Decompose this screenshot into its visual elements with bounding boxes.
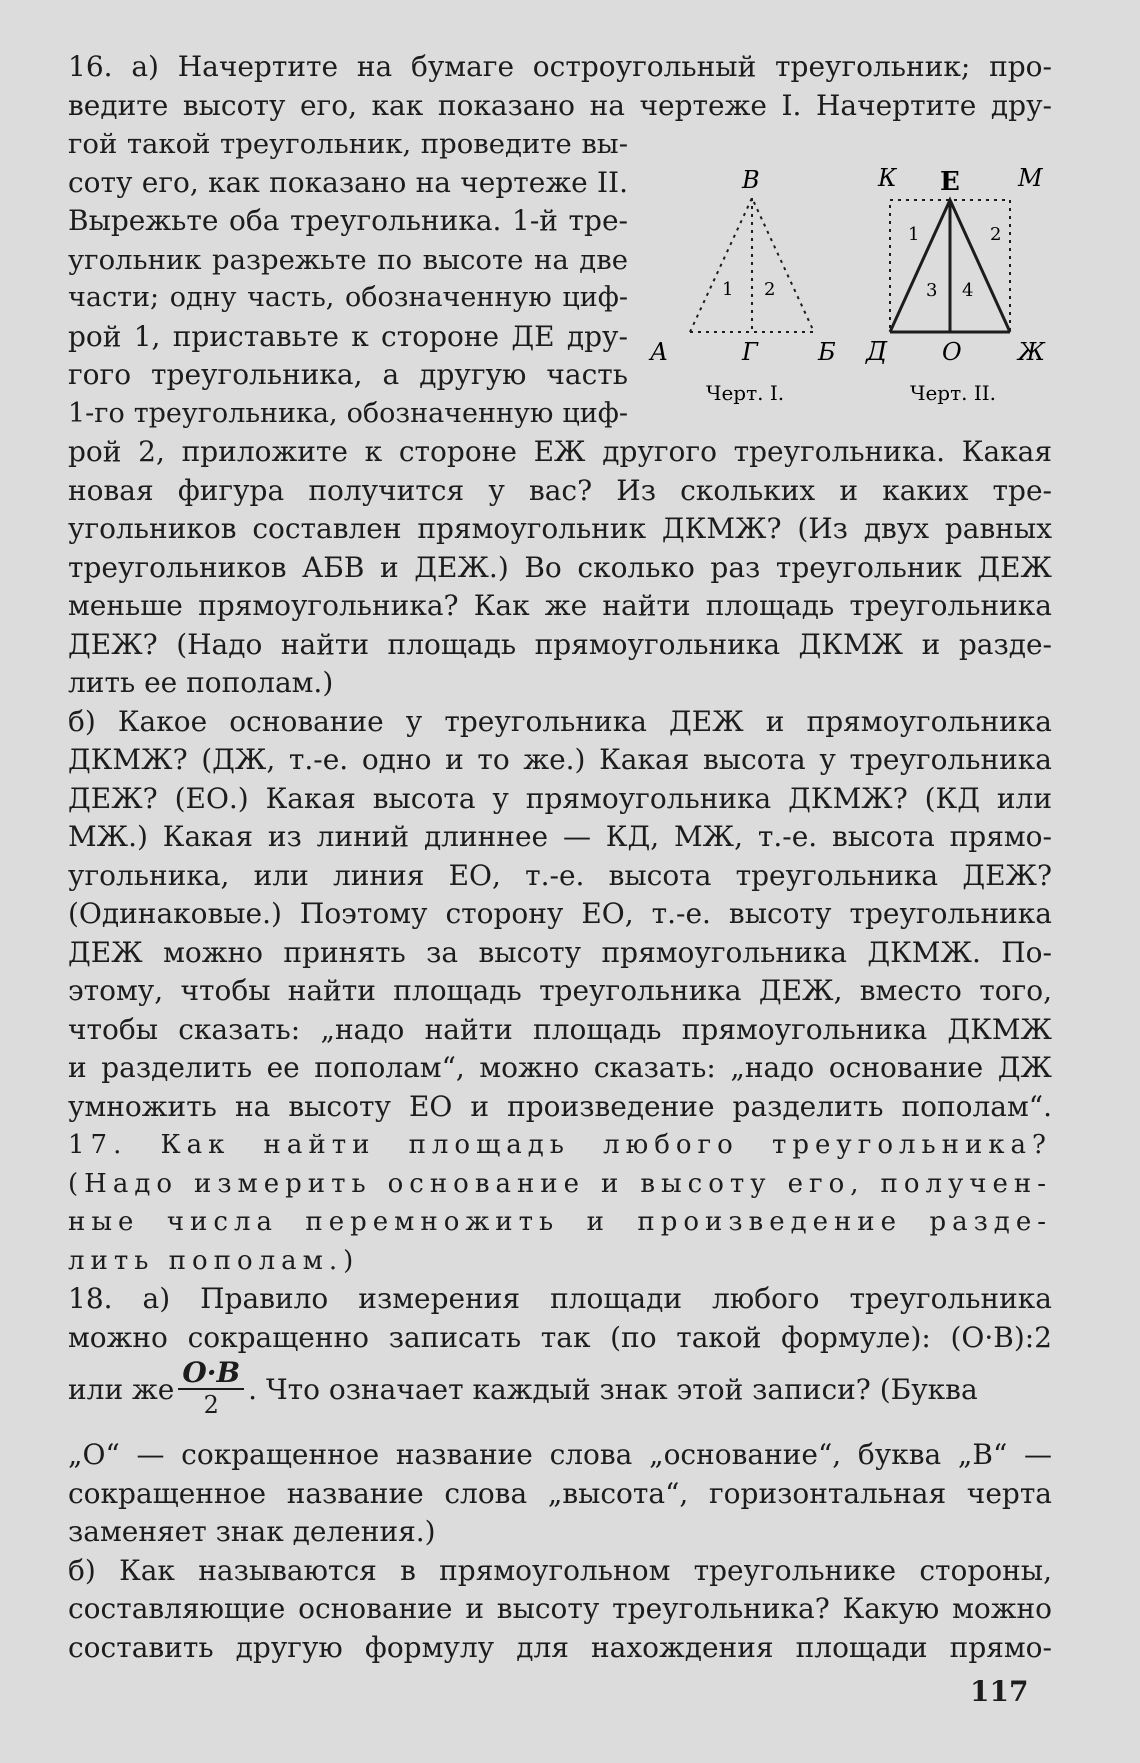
triangle-figures [640,160,1070,420]
text-line: „О“ — сокращенное название слова „основание“, буква „В“ — [68,1438,1052,1471]
formula-post: . Что означает каждый знак этой записи? (Буква [248,1372,978,1406]
label-k: К [878,164,897,192]
text-block-top [68,48,1052,125]
text-line: гого треугольника, а другую часть [68,358,628,391]
text-line: меньше прямоугольника? Как же найти площадь треугольника [68,589,1052,622]
text-line: угольник разрежьте по высоте на две [68,243,628,276]
text-line: гой такой треугольник, проведите вы- [68,128,628,160]
label-g: Г [742,338,758,366]
label-part2: 2 [764,279,776,300]
text-line: чтобы сказать: „надо найти площадь прямоугольника ДКМЖ [68,1012,1052,1046]
label-part1: 1 [722,279,734,300]
text-line: 16. а) Начертите на бумаге остроугольный треугольник; про- [68,50,1052,83]
label-d: Д [866,337,888,367]
text-line: сокращенное название слова „высота“, горизонтальная черта [68,1476,1052,1510]
text-line: Вырежьте оба треугольника. 1-й тре- [68,204,628,237]
caption-one: Черт. I. [706,381,785,405]
label-v: В [742,166,760,194]
label-o: О [942,338,962,366]
text-line: умножить на высоту ЕО и произведение разделить пополам“. [68,1089,1052,1123]
text-line: ведите высоту его, как показано на чертеже I. Начертите дру- [68,88,1052,122]
text-line: угольника, или линия ЕО, т.-е. высота треугольника ДЕЖ? [68,858,1052,892]
figure-two [890,200,1010,332]
text-line: ные числа перемножить и произведение разде- [68,1207,1052,1237]
page-number: 117 [970,1675,1029,1708]
text-line: составить другую формулу для нахождения площади прямо- [68,1630,1052,1664]
label-zh: Ж [1018,338,1045,366]
text-line: и разделить ее пополам“, можно сказать: „надо основание ДЖ [68,1051,1052,1084]
text-line: новая фигура получится у вас? Из скольких и каких тре- [68,473,1052,507]
caption-two: Черт. II. [910,381,997,405]
formula-numerator: О·В [178,1358,244,1390]
text-line: 17. Как найти площадь любого треугольника? [68,1130,1052,1160]
text-line: (Одинаковые.) Поэтому сторону ЕО, т.-е. высоту треугольника [68,897,1052,930]
formula-line [68,1358,1052,1420]
text-line: ДЕЖ? (Надо найти площадь прямоугольника ДКМЖ и разде- [68,627,1052,661]
text-line: ДЕЖ? (ЕО.) Какая высота у прямоугольника ДКМЖ? (КД или [68,781,1052,815]
formula-pre: или же [68,1372,175,1406]
text-line: составляющие основание и высоту треугольника? Какую можно [68,1592,1052,1625]
label-b: Б [818,338,836,366]
formula-fraction [178,1358,244,1420]
text-line: 18. а) Правило измерения площади любого треугольника [68,1282,1052,1315]
text-line: (Надо измерить основание и высоту его, получен- [68,1168,1052,1199]
label-part2-b: 2 [990,224,1002,245]
figure-one [690,198,814,332]
label-m: М [1018,164,1043,192]
text-line: рой 2, приложите к стороне ЕЖ другого треугольника. Какая [68,435,1052,468]
label-part3: 3 [926,280,938,301]
label-part1-b: 1 [908,224,920,245]
text-line: б) Какое основание у треугольника ДЕЖ и прямоугольника [68,704,1052,738]
text-line: заменяет знак деления.) [68,1515,436,1548]
text-block-narrow [68,125,628,433]
text-block-bottom [68,1436,1052,1667]
text-line: треугольников АБВ и ДЕЖ.) Во сколько раз треугольник ДЕЖ [68,550,1052,584]
text-line: 1-го треугольника, обозначенную циф- [68,397,628,429]
text-line: соту его, как показано на чертеже II. [68,165,628,199]
label-a: А [650,338,669,366]
text-line: угольников составлен прямоугольник ДКМЖ? (Из двух равных [68,512,1052,545]
text-block-main [68,433,1052,1357]
text-line: лить ее пополам.) [68,666,334,699]
text-line: части; одну часть, обозначенную циф- [68,282,628,313]
text-line: ДКМЖ? (ДЖ, т.-е. одно и то же.) Какая высота у треугольника [68,743,1052,776]
label-e: Е [940,167,960,197]
formula-denominator: 2 [203,1391,219,1419]
text-line: этому, чтобы найти площадь треугольника ДЕЖ, вместо того, [68,974,1052,1007]
text-line: б) Как называются в прямоугольном треугольнике стороны, [68,1553,1052,1587]
text-line: МЖ.) Какая из линий длиннее — КД, МЖ, т.-е. высота прямо- [68,820,1052,853]
text-line: рой 1, приставьте к стороне ДЕ дру- [68,319,628,353]
text-line: можно сокращенно записать так (по такой формуле): (О·В):2 [68,1320,1052,1354]
text-line: ДЕЖ можно принять за высоту прямоугольника ДКМЖ. По- [68,935,1052,969]
text-line: лить пополам.) [68,1245,360,1276]
label-part4: 4 [962,280,974,301]
